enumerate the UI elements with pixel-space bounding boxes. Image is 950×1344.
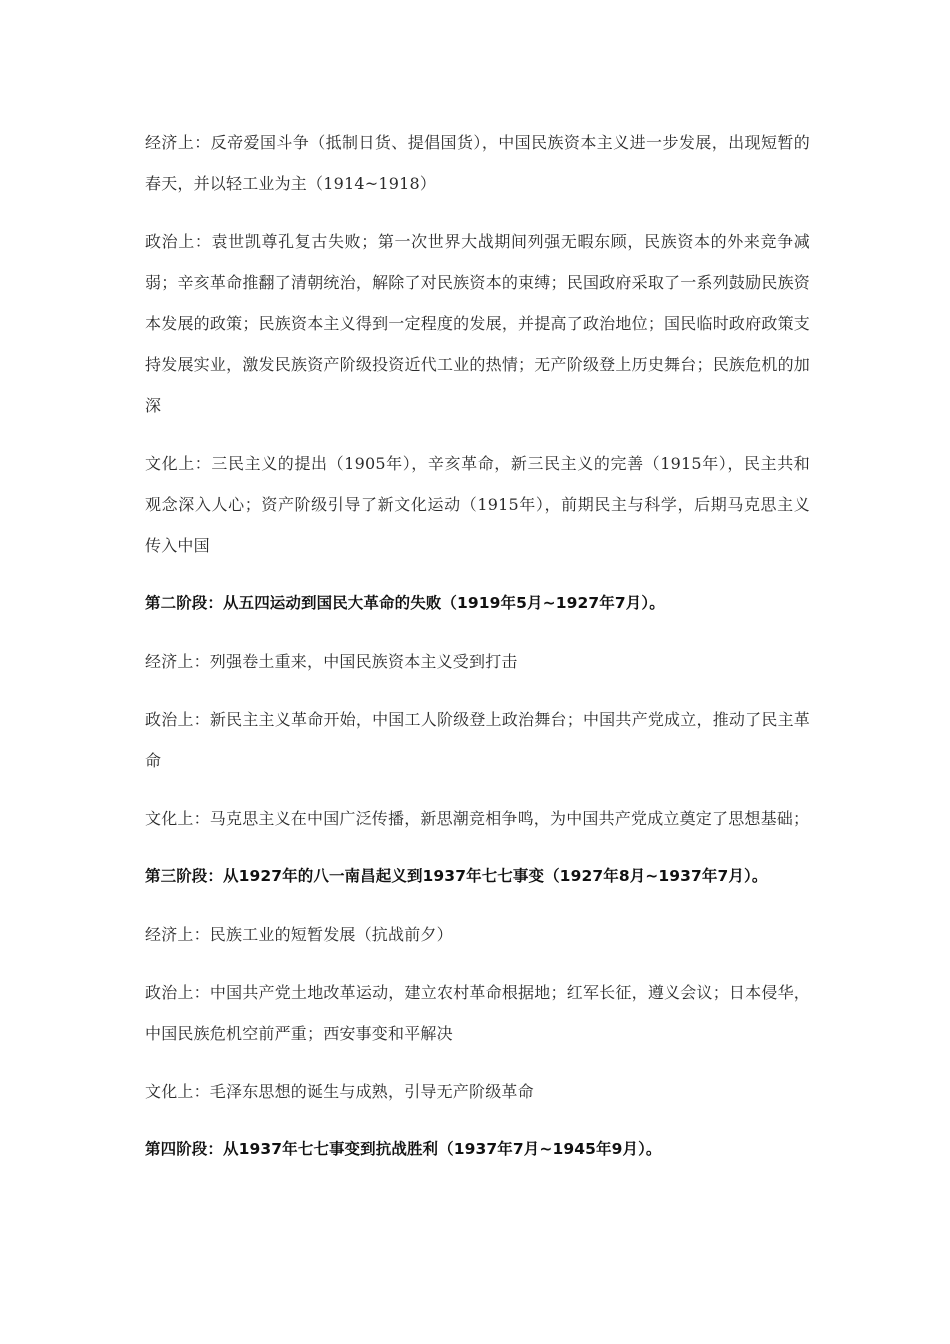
stage3-economy-paragraph: 经济上：民族工业的短暂发展（抗战前夕） (145, 925, 453, 944)
stage1-culture-paragraph: 文化上：三民主义的提出（1905年），辛亥革命，新三民主义的完善（1915年），民主共和观念深入人心；资产阶级引导了新文化运动（1915年），前期民主与科学，后期马克思主义传入中国 (145, 454, 810, 555)
stage2-economy-paragraph: 经济上：列强卷土重来，中国民族资本主义受到打击 (145, 652, 518, 671)
stage4-heading: 第四阶段：从1937年七七事变到抗战胜利（1937年7月~1945年9月）。 (145, 1140, 662, 1158)
stage2-culture-paragraph: 文化上：马克思主义在中国广泛传播，新思潮竞相争鸣，为中国共产党成立奠定了思想基础； (145, 809, 810, 828)
stage3-heading: 第三阶段：从1927年的八一南昌起义到1937年七七事变（1927年8月~1937年7月）。 (145, 867, 768, 885)
stage3-politics-paragraph: 政治上：中国共产党土地改革运动，建立农村革命根据地；红军长征，遵义会议；日本侵华，中国民族危机空前严重；西安事变和平解决 (145, 983, 810, 1043)
stage1-politics-paragraph: 政治上：袁世凯尊孔复古失败；第一次世界大战期间列强无暇东顾，民族资本的外来竞争减弱；辛亥革命推翻了清朝统治，解除了对民族资本的束缚；民国政府采取了一系列鼓励民族资本发展的政策；民族资本主义得到一定程度的发展，并提高了政治地位；国民临时政府政策支持发展实业，激发民族资产阶级投资近代工业的热情；无产阶级登上历史舞台；民族危机的加深 (145, 232, 810, 415)
stage3-culture-paragraph: 文化上：毛泽东思想的诞生与成熟，引导无产阶级革命 (145, 1082, 534, 1101)
stage2-heading: 第二阶段：从五四运动到国民大革命的失败（1919年5月~1927年7月）。 (145, 594, 665, 612)
stage2-politics-paragraph: 政治上：新民主主义革命开始，中国工人阶级登上政治舞台；中国共产党成立，推动了民主革命 (145, 710, 810, 770)
stage1-economy-paragraph: 经济上：反帝爱国斗争（抵制日货、提倡国货），中国民族资本主义进一步发展，出现短暂的春天，并以轻工业为主（1914~1918） (145, 133, 810, 193)
document-body (145, 122, 810, 1187)
